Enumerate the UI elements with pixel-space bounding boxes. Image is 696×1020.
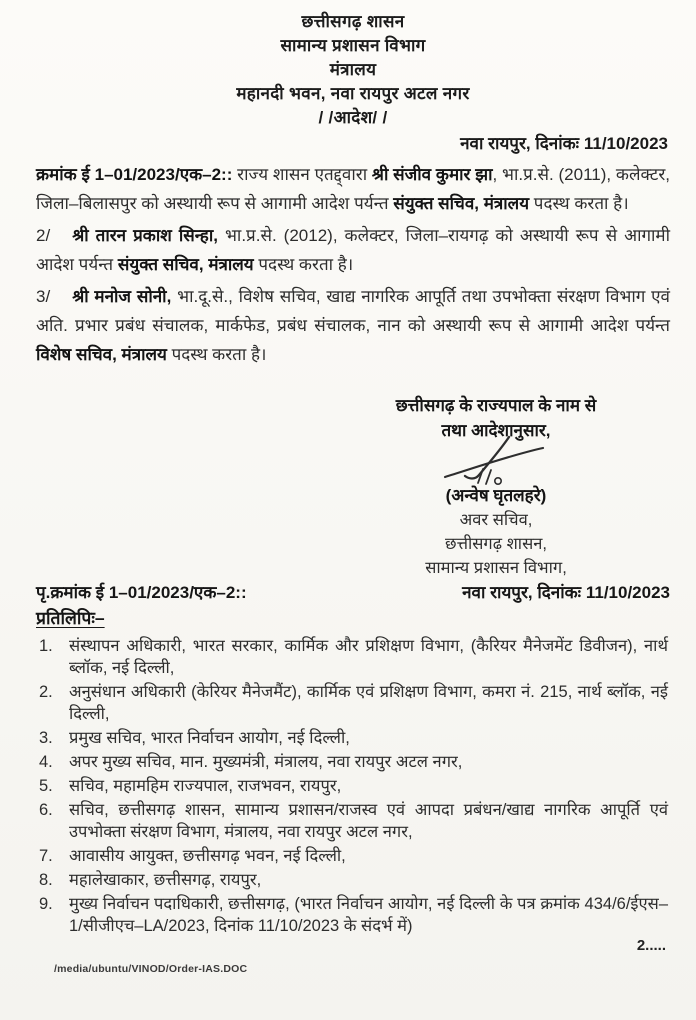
document-header — [36, 10, 670, 130]
posting-designation-1: संयुक्त सचिव, मंत्रालय — [393, 194, 530, 213]
endorsement-ref-number: पृ.क्रमांक ई 1–01/2023/एक–2:: — [36, 583, 247, 602]
file-path-footnote: /media/ubuntu/VINOD/Order-IAS.DOC — [54, 963, 248, 975]
header-department: सामान्य प्रशासन विभाग — [280, 36, 426, 55]
officer-name-1: श्री संजीव कुमार झा — [371, 165, 493, 184]
paragraph-number-3: 3/ — [36, 287, 51, 306]
place-date-endorsement: नवा रायपुर, दिनांकः 11/10/2023 — [462, 583, 670, 602]
signature-block-wrapper — [36, 393, 670, 580]
order-number-ref: क्रमांक ई 1–01/2023/एक–2:: — [36, 165, 238, 184]
officer-name-2: श्री तारन प्रकाश सिन्हा, — [72, 226, 218, 245]
copy-recipient-1: 1. संस्थापन अधिकारी, भारत सरकार, कार्मिक और प्रशिक्षण विभाग, (कैरियर मैनेजमेंट डिवीजन), नार्थ ब्लॉक, नई दिल्ली, — [39, 637, 668, 677]
signatory-dept: सामान्य प्रशासन विभाग, — [425, 559, 567, 577]
copy-recipient-9: 9. मुख्य निर्वाचन पदाधिकारी, छत्तीसगढ़, (भारत निर्वाचन आयोग, नई दिल्ली के पत्र क्रमांक 434/6/ईएस–1/सीजीएच–LA/2023, दिनांक 11/10/2023 के संदर्भ में) — [39, 895, 668, 935]
authority-line-1: छत्तीसगढ़ के राज्यपाल के नाम से — [395, 396, 597, 415]
signatory-name: (अन्वेष घृतलहरे) — [445, 486, 547, 505]
signatory-org: छत्तीसगढ़ शासन, — [445, 535, 547, 553]
copy-recipient-6: 6. सचिव, छत्तीसगढ़ शासन, सामान्य प्रशासन/राजस्व एवं आपदा प्रबंधन/खाद्य नागरिक आपूर्ति एवं उपभोक्ता संरक्षण विभाग, मंत्रालय, नवा रायपुर अटल नगर, — [39, 801, 668, 841]
copy-recipient-5: 5. सचिव, महामहिम राज्यपाल, राजभवन, रायपुर, — [39, 777, 342, 795]
copy-recipient-2: 2. अनुसंधान अधिकारी (केरियर मैनेजमैंट), कार्मिक एवं प्रशिक्षण विभाग, कमरा नं. 215, नार्थ ब्लॉक, नई दिल्ली, — [39, 683, 668, 723]
copy-recipient-8: 8. महालेखाकार, छत्तीसगढ़, रायपुर, — [39, 871, 262, 889]
page-continuation-marker: 2..... — [636, 937, 666, 954]
copy-recipient-4: 4. अपर मुख्य सचिव, मान. मुख्यमंत्री, मंत्रालय, नवा रायपुर अटल नगर, — [39, 753, 463, 771]
order-paragraph-1: क्रमांक ई 1–01/2023/एक–2:: राज्य शासन एतद्द्वारा श्री संजीव कुमार झा, भा.प्र.से. (2011), कलेक्टर, जिला–बिलासपुर को अस्थायी रूप से आगामी आदेश पर्यन्त संयुक्त सचिव, मंत्रालय पदस्थ करता है। — [36, 165, 670, 213]
copies-list — [36, 635, 670, 937]
order-paragraph-2: 2/ श्री तारन प्रकाश सिन्हा, भा.प्र.से. (2012), कलेक्टर, जिला–रायगढ़ को अस्थायी रूप से आगामी आदेश पर्यन्त संयुक्त सचिव, मंत्रालय पदस्थ करता है। — [36, 226, 670, 274]
signatory-designation: अवर सचिव, — [459, 511, 533, 529]
header-address: महानदी भवन, नवा रायपुर अटल नगर — [236, 84, 470, 103]
copy-recipient-7: 7. आवासीय आयुक्त, छत्तीसगढ़ भवन, नई दिल्ली, — [39, 847, 346, 865]
place-date-top: नवा रायपुर, दिनांकः 11/10/2023 — [460, 134, 668, 153]
header-government: छत्तीसगढ़ शासन — [301, 12, 405, 31]
copy-recipient-3: 3. प्रमुख सचिव, भारत निर्वाचन आयोग, नई दिल्ली, — [39, 729, 350, 747]
signature-block — [330, 393, 662, 580]
endorsement-ref-row — [36, 580, 670, 605]
paragraph-number-2: 2/ — [36, 226, 51, 245]
header-office: मंत्रालय — [329, 60, 377, 79]
order-heading: / /आदेश/ / — [318, 108, 388, 127]
order-paragraphs — [36, 160, 670, 369]
officer-name-3: श्री मनोज सोनी, — [72, 287, 172, 306]
posting-designation-2: संयुक्त सचिव, मंत्रालय — [117, 255, 254, 274]
order-paragraph-3: 3/ श्री मनोज सोनी, भा.दू.से., विशेष सचिव, खाद्य नागरिक आपूर्ति तथा उपभोक्ता संरक्षण विभाग एवं अति. प्रभार प्रबंध संचालक, मार्कफेड, प्रबंध संचालक, नान को अस्थायी रूप से आगामी आदेश पर्यन्त विशेष सचिव, मंत्रालय पदस्थ करता है। — [36, 287, 670, 364]
authority-line-2: तथा आदेशानुसार, — [441, 421, 551, 440]
posting-designation-3: विशेष सचिव, मंत्रालय — [36, 345, 167, 364]
copies-heading: प्रतिलिपिः– — [36, 608, 105, 628]
